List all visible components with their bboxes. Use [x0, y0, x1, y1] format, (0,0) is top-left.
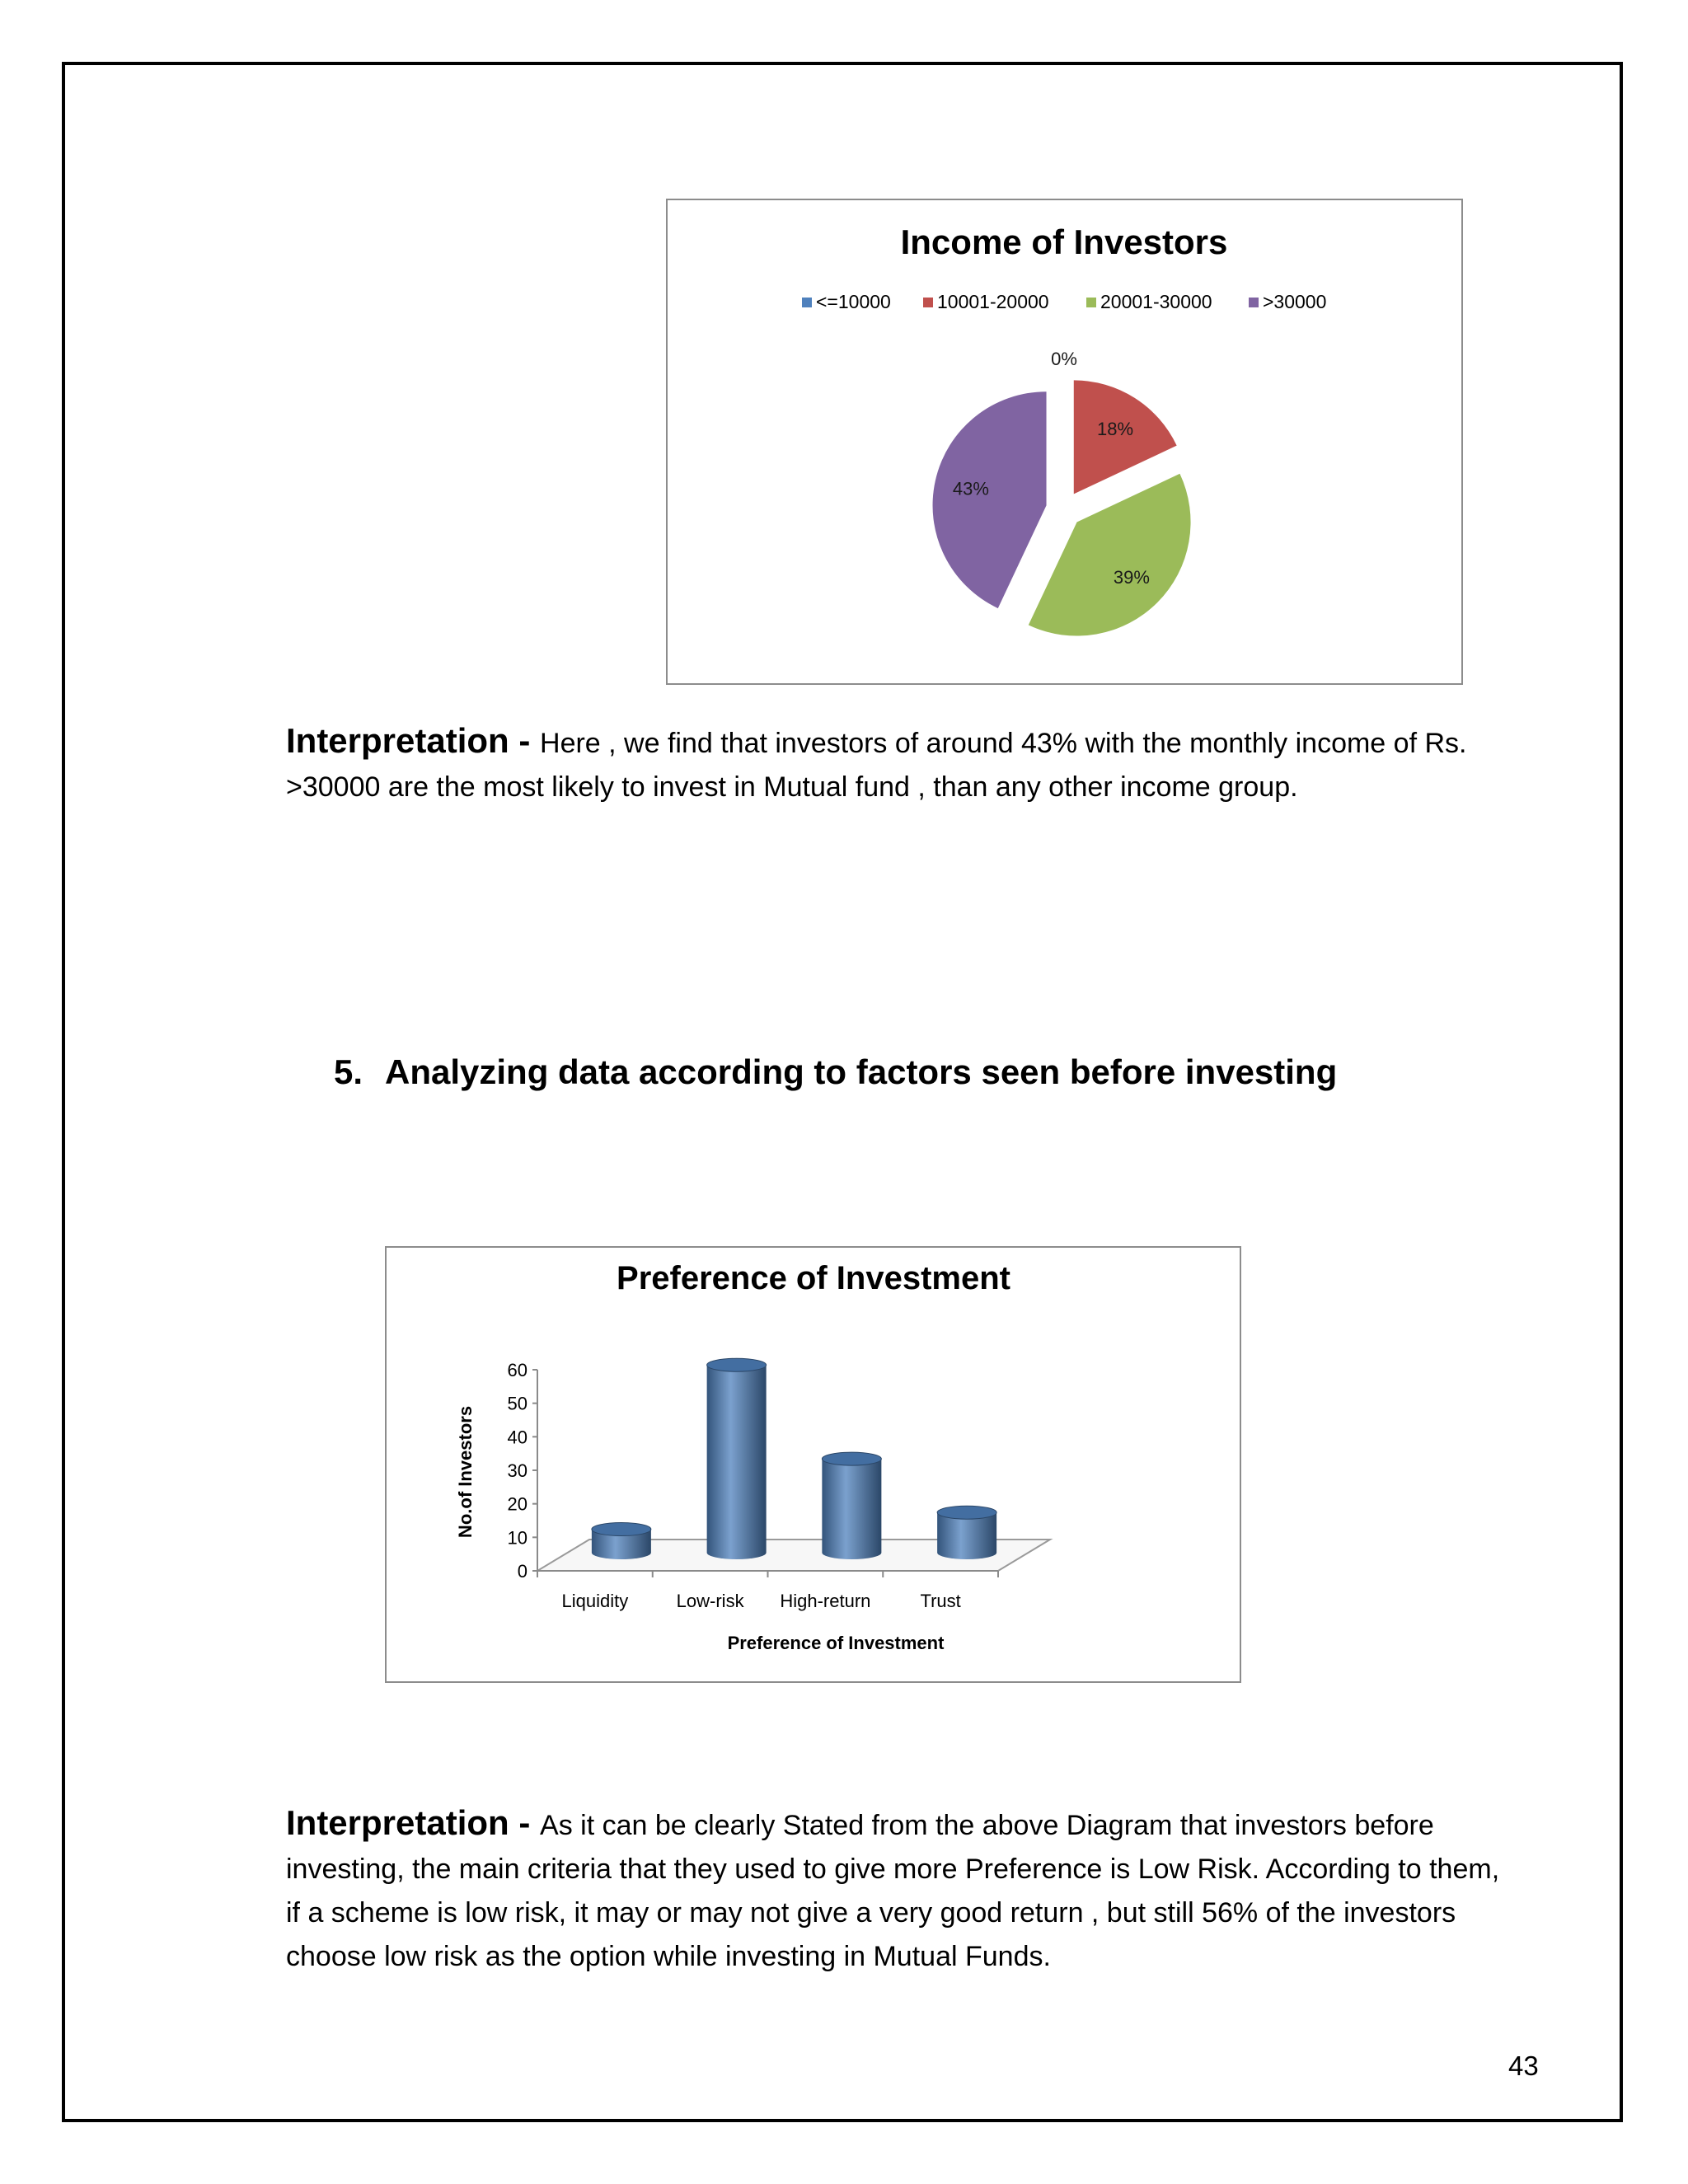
- bar: [937, 1512, 996, 1559]
- y-axis-label: No.of Investors: [455, 1405, 476, 1539]
- legend-swatch: [1249, 298, 1259, 307]
- y-tick-label: 0: [517, 1561, 528, 1582]
- pie-data-label: 18%: [1097, 419, 1134, 440]
- x-axis-label: Preference of Investment: [727, 1633, 945, 1653]
- bar-plot: [508, 1358, 1050, 1611]
- bar-chart-title: Preference of Investment: [617, 1260, 1010, 1296]
- interpretation-lead: Interpretation -: [286, 1803, 541, 1842]
- section-title: Analyzing data according to factors seen before investing: [385, 1052, 1338, 1091]
- pie-data-label: 39%: [1113, 566, 1150, 588]
- pie-slices: [933, 349, 1191, 636]
- interpretation-line: choose low risk as the option while investing in Mutual Funds.: [286, 1941, 1051, 1972]
- y-tick-label: 40: [507, 1427, 528, 1448]
- legend-label: 20001-30000: [1100, 291, 1212, 312]
- legend-label: >30000: [1263, 291, 1327, 312]
- pie-legend: [802, 291, 1326, 312]
- section-number: 5.: [334, 1052, 363, 1091]
- pie-data-label: 0%: [1051, 349, 1077, 369]
- interpretation-preference: [286, 1801, 1539, 1979]
- bar: [707, 1365, 767, 1559]
- x-tick-label: Trust: [920, 1591, 961, 1611]
- y-tick-label: 20: [507, 1493, 528, 1515]
- bar: [822, 1459, 881, 1559]
- interpretation-line: investing, the main criteria that they used to give more Preference is Low Risk. According to them,: [286, 1854, 1500, 1885]
- preference-bar-chart: [385, 1246, 1241, 1683]
- legend-label: <=10000: [816, 291, 891, 312]
- section-heading: [334, 1052, 1337, 1092]
- page-number: 43: [1508, 2050, 1539, 2081]
- interpretation-line: Here , we find that investors of around 43% with the monthly income of Rs.: [540, 728, 1467, 759]
- interpretation-income: [286, 719, 1539, 809]
- x-tick-label: Low-risk: [676, 1591, 744, 1611]
- y-tick-label: 60: [507, 1360, 528, 1380]
- pie-slice: [933, 391, 1047, 608]
- legend-swatch: [802, 298, 812, 307]
- bar-top: [822, 1452, 881, 1465]
- interpretation-line: if a scheme is low risk, it may or may not give a very good return , but still 56% of the investors: [286, 1897, 1456, 1929]
- legend-swatch: [923, 298, 933, 307]
- bar-top: [592, 1523, 651, 1536]
- y-tick-label: 10: [507, 1527, 528, 1549]
- x-tick-label: High-return: [780, 1591, 871, 1611]
- interpretation-line: >30000 are the most likely to invest in Mutual fund , than any other income group.: [286, 771, 1298, 803]
- pie-slice: [1029, 474, 1191, 636]
- legend-swatch: [1086, 298, 1096, 307]
- income-pie-chart: [666, 199, 1463, 685]
- interpretation-lead: Interpretation -: [286, 721, 541, 760]
- interpretation-line: As it can be clearly Stated from the above Diagram that investors before: [540, 1810, 1434, 1841]
- x-tick-label: Liquidity: [561, 1591, 629, 1611]
- bar-top: [937, 1506, 996, 1519]
- y-tick-label: 30: [507, 1460, 528, 1481]
- legend-label: 10001-20000: [937, 291, 1049, 312]
- pie-data-label: 43%: [952, 478, 989, 499]
- pie-chart-title: Income of Investors: [900, 223, 1228, 261]
- y-tick-label: 50: [507, 1393, 528, 1414]
- bar-top: [707, 1358, 767, 1371]
